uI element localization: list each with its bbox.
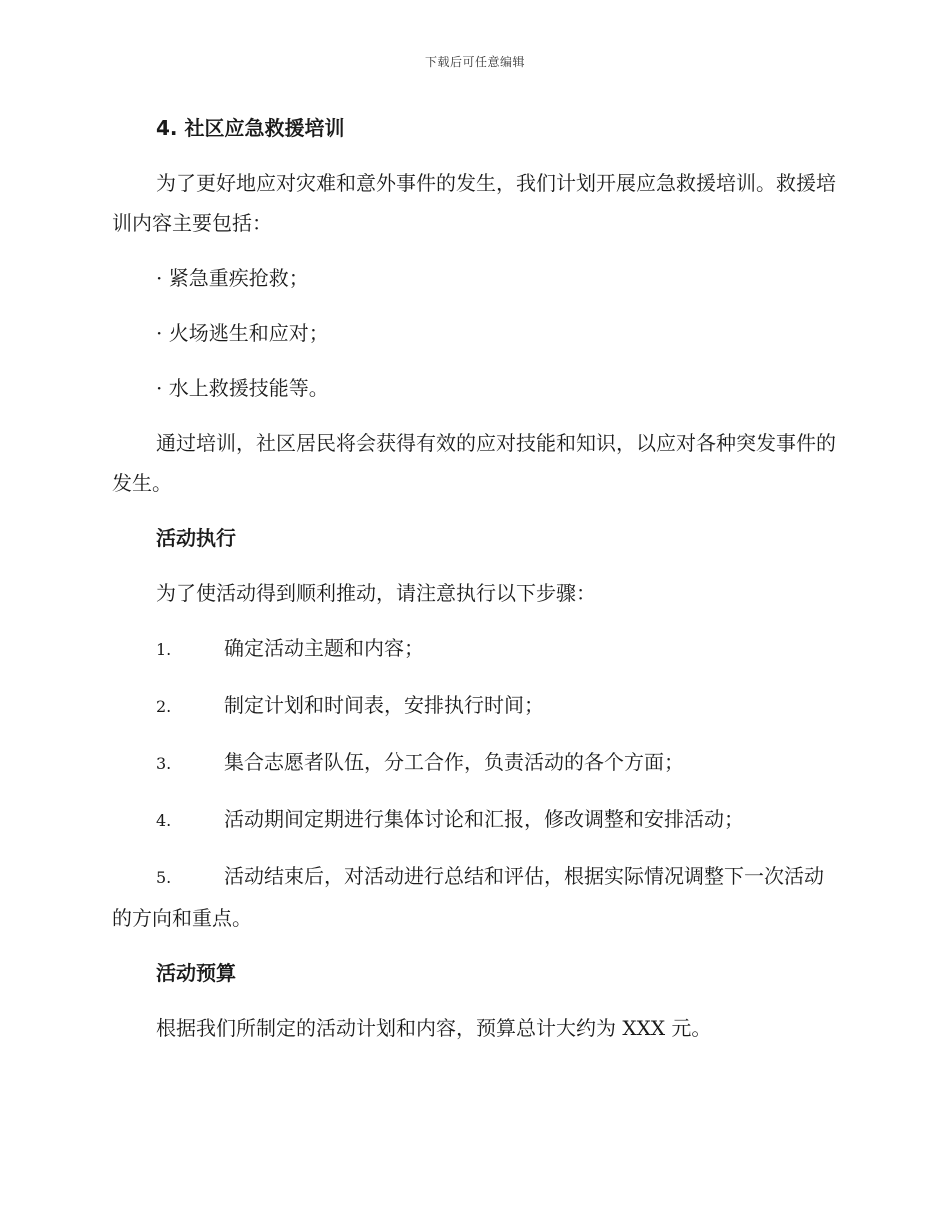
training-bullet-1: · 紧急重疾抢救；: [156, 266, 309, 290]
header-note: 下载后可任意编辑: [424, 55, 525, 69]
budget-heading: 活动预算: [156, 961, 236, 985]
step-text: 活动期间定期进行集体讨论和汇报，修改调整和安排活动；: [224, 807, 744, 831]
step-text: 活动结束后，对活动进行总结和评估，根据实际情况调整下一次活动的方向和重点。: [112, 864, 824, 930]
execution-step-3: [112, 742, 842, 784]
step-number: 5.: [156, 868, 172, 887]
step-text: 集合志愿者队伍，分工合作，负责活动的各个方面；: [224, 750, 684, 774]
execution-step-1: [112, 628, 842, 670]
document-body: [112, 108, 842, 1063]
step-number: 4.: [156, 811, 172, 830]
training-bullet-3: · 水上救援技能等。: [156, 376, 329, 400]
budget-text: 根据我们所制定的活动计划和内容，预算总计大约为 XXX 元。: [156, 1016, 712, 1040]
execution-step-2: [112, 685, 842, 727]
step-number: 3.: [156, 754, 172, 773]
training-heading: 4. 社区应急救援培训: [156, 116, 345, 140]
execution-intro: 为了使活动得到顺利推动，请注意执行以下步骤：: [156, 581, 596, 605]
execution-step-4: [112, 799, 842, 841]
training-bullet-2: · 火场逃生和应对；: [156, 321, 329, 345]
execution-heading: 活动执行: [156, 526, 236, 550]
training-intro: 为了更好地应对灾难和意外事件的发生，我们计划开展应急救援培训。救援培训内容主要包括：: [112, 171, 836, 235]
step-text: 确定活动主题和内容；: [224, 636, 424, 660]
step-number: 1.: [156, 640, 172, 659]
step-number: 2.: [156, 697, 172, 716]
step-text: 制定计划和时间表，安排执行时间；: [224, 693, 544, 717]
execution-step-5: [112, 856, 842, 938]
training-outcome: 通过培训，社区居民将会获得有效的应对技能和知识，以应对各种突发事件的发生。: [112, 431, 836, 495]
